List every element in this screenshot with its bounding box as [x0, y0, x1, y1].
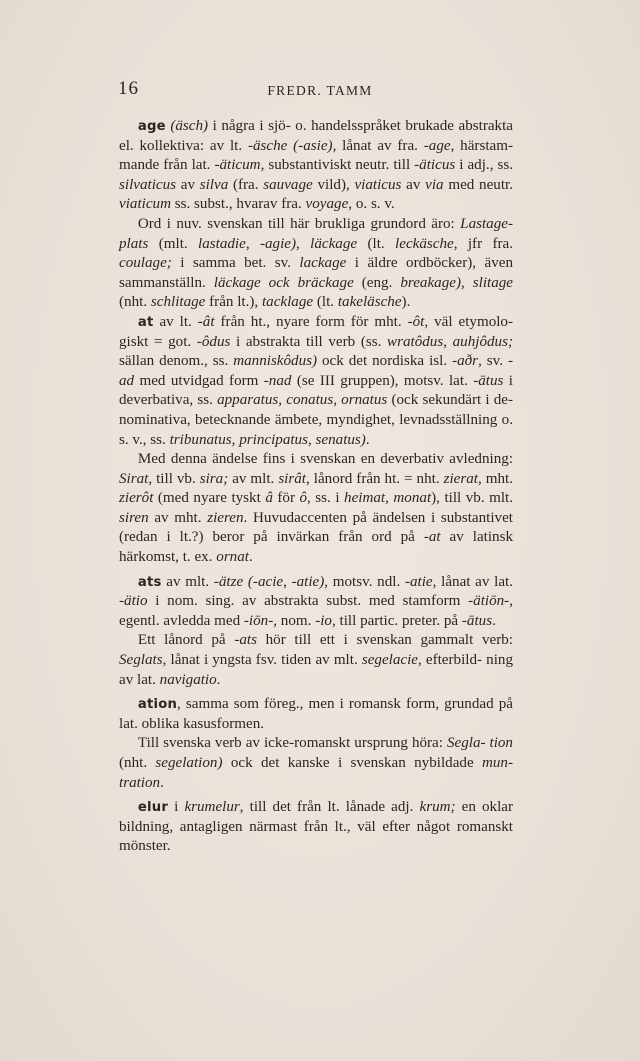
headword: age — [137, 119, 166, 134]
running-title: FREDR. TAMM — [267, 83, 373, 98]
text-run: , till vb. — [148, 470, 200, 487]
text-run: , väl etymolo- giskt = got. — [119, 313, 514, 350]
italic-form: -ätze (-acie, -atie) — [213, 573, 325, 590]
text-run: (ock sekundärt i de- nominativa, betecknande ämbete, myndighet, levnadsställning o. s. v., ss. — [119, 392, 513, 448]
text-run: , mht. — [477, 470, 513, 487]
text-run: . — [492, 612, 496, 629]
page-number: 16 — [118, 78, 139, 99]
italic-form: coulage; — [119, 255, 172, 272]
text-run: i samma bet. sv. — [171, 255, 300, 272]
italic-form: -age — [423, 137, 451, 154]
italic-form: -io — [315, 612, 332, 629]
italic-form: segelacie — [361, 652, 418, 669]
italic-form: sirât — [278, 470, 306, 487]
italic-form: silvaticus — [119, 176, 177, 193]
italic-form: apparatus, conatus, ornatus — [217, 392, 388, 409]
text-run: Ett lånord på — [137, 632, 235, 649]
text-run: , samma som föreg., men i romansk form, grundad på lat. oblika kasusformen. — [119, 696, 513, 732]
paragraph — [119, 573, 513, 632]
text-run: (nht. — [119, 755, 156, 771]
italic-form: -aðr — [452, 353, 479, 370]
text-run: (lt. — [313, 294, 338, 311]
text-run: av mlt. — [228, 470, 279, 487]
italic-form: -ātus — [473, 372, 504, 389]
text-run: ock det nordiska isl. — [317, 353, 453, 370]
text-run: , egentl. avledda med — [119, 593, 513, 629]
italic-form: wratôdus, auhjôdus; — [387, 333, 513, 350]
text-run: från ht., nyare form för mht. — [214, 313, 408, 330]
text-run: av lt. — [153, 313, 198, 330]
paragraph — [119, 695, 513, 734]
headword: ats — [137, 574, 162, 590]
headword: ation — [137, 697, 178, 713]
italic-form: slitage — [472, 274, 513, 291]
text-run: . — [160, 774, 164, 791]
italic-form: zierôt — [119, 490, 154, 507]
italic-form: viaticus — [354, 176, 402, 193]
italic-form: lastadie, -agie) — [198, 235, 297, 252]
italic-form: siren — [119, 509, 149, 526]
text-run: (lt. — [357, 235, 396, 252]
italic-form: tribunatus, principatus, senatus) — [169, 431, 366, 448]
text-run: sällan denom., ss. — [119, 353, 234, 370]
text-run: i några i sjö- o. handelsspråket brukade abstrakta el. kollektiva: av lt. — [119, 118, 513, 154]
text-run: , ss. i — [307, 490, 345, 507]
text-run: vild), — [312, 176, 355, 193]
text-run: Med denna ändelse fins i svenskan en deverbativ avledning: — [137, 451, 513, 468]
text-run: ock det kanske i svenskan nybildade — [222, 755, 482, 771]
body-text — [119, 117, 513, 857]
italic-form: -ätio — [119, 593, 148, 610]
paragraph — [119, 734, 513, 793]
text-run: (se III gruppen), motsv. lat. — [291, 372, 474, 389]
text-run: i abstrakta till verb (ss. — [230, 333, 388, 350]
italic-form: -ad — [119, 353, 513, 389]
text-run: , lånord från ht. = nht. — [306, 470, 444, 487]
text-run: (mlt. — [148, 235, 199, 252]
italic-form: Seglats — [119, 652, 163, 669]
italic-form: -ât — [197, 313, 215, 330]
italic-form: -at — [423, 529, 441, 546]
italic-form: -ôt — [407, 313, 425, 330]
italic-form: -ats — [234, 632, 257, 649]
text-run: , substantiviskt neutr. till — [260, 157, 415, 174]
italic-form: -äticum — [214, 157, 261, 174]
italic-form: läckage — [310, 235, 358, 252]
paragraph — [119, 631, 513, 690]
text-run: med neutr. — [443, 176, 514, 193]
text-run: , efterbild- ning av lat. — [119, 652, 513, 688]
text-run: med utvidgad form — [134, 372, 264, 389]
text-run: , motsv. ndl. — [324, 573, 405, 590]
headword: at — [137, 314, 154, 330]
italic-form: sauvage — [263, 176, 313, 193]
italic-form: -atie — [404, 573, 433, 590]
text-run: , härstam- mande från lat. — [119, 137, 513, 174]
italic-form: zierat — [443, 470, 478, 487]
italic-form: heimat, monat — [344, 490, 432, 507]
italic-form: â — [265, 490, 273, 507]
italic-form: -ôdus — [196, 333, 231, 350]
text-run: i äldre ordböcker), även sammanställn. — [119, 255, 513, 291]
text-run: i nom. sing. av abstrakta subst. med stamform — [147, 593, 469, 610]
italic-form: voyage — [305, 196, 349, 213]
italic-form: -äticus — [414, 157, 456, 174]
text-run: , till det från lt. lånade adj. — [239, 799, 420, 816]
italic-form: (äsch) — [170, 118, 209, 134]
text-run: , lånat i yngsta fsv. tiden av mlt. — [162, 652, 362, 669]
text-run: , lånat av lat. — [432, 573, 514, 590]
text-run: av mht. — [148, 509, 208, 526]
text-run: ). — [401, 294, 411, 311]
text-run: , — [296, 235, 311, 252]
text-run: . — [365, 431, 370, 448]
text-run: Till svenska verb av icke-romanskt ursprung höra: — [137, 735, 447, 752]
italic-form: Segla- tion — [446, 735, 513, 752]
text-run: av latinsk härkomst, t. ex. — [119, 529, 514, 566]
italic-form: viaticum — [119, 196, 171, 213]
text-run: ), till vb. mlt. — [431, 490, 513, 507]
italic-form: takeläsche — [337, 294, 402, 311]
italic-form: Lastage- plats — [119, 215, 513, 252]
italic-form: via — [425, 176, 444, 193]
text-run: för — [272, 490, 300, 507]
text-run: . — [248, 549, 253, 566]
italic-form: breakage) — [400, 274, 461, 291]
text-run: ss. subst., hvarav fra. — [170, 196, 306, 213]
italic-form: läckage ock bräckage — [213, 274, 354, 291]
text-run: (fra. — [228, 176, 264, 193]
italic-form: schlitage — [150, 294, 206, 311]
italic-form: manniskôdus) — [233, 353, 318, 370]
italic-form: silva — [199, 176, 229, 193]
text-run: (med nyare tyskt — [153, 490, 266, 507]
paragraph — [119, 798, 513, 857]
text-run: . Huvudaccenten på ändelsen i substantivet (redan i lt.?) beror på invärkan från ord på — [119, 509, 513, 546]
text-run: . — [216, 671, 221, 688]
text-run: i — [168, 799, 185, 816]
paragraph — [119, 450, 513, 568]
text-run: , lånat av fra. — [332, 137, 424, 154]
italic-form: -ātus — [461, 612, 493, 629]
italic-form: -iōn- — [243, 612, 274, 629]
italic-form: krumelur — [184, 799, 240, 816]
text-run: av — [401, 176, 426, 193]
text-run: , nom. — [273, 612, 316, 629]
text-run: i deverbativa, ss. — [119, 372, 513, 409]
paragraph — [119, 313, 513, 450]
italic-form: navigatio — [159, 671, 217, 688]
text-run: , o. s. v. — [348, 196, 395, 213]
text-run: , till partic. preter. på — [331, 612, 462, 629]
paragraph — [119, 215, 513, 313]
italic-form: -äsche (-asie) — [247, 137, 333, 154]
italic-form: ô — [299, 490, 308, 507]
italic-form: tacklage — [261, 294, 314, 311]
italic-form: leckäsche — [395, 235, 454, 252]
italic-form: krum; — [419, 799, 456, 816]
italic-form: mun- tration — [119, 755, 513, 791]
italic-form: Sirat — [119, 470, 149, 487]
text-run: av — [176, 176, 200, 193]
text-run: i adj., ss. — [455, 157, 513, 174]
text-run: av mlt. — [161, 573, 214, 590]
italic-form: ornat — [216, 549, 249, 566]
text-run: hör till ett i svenskan gammalt verb: — [256, 632, 514, 649]
italic-form: lackage — [299, 255, 347, 272]
italic-form: -nad — [263, 372, 292, 389]
text-run: , jfr fra. — [453, 235, 514, 252]
text-run: en oklar bildning, antagligen närmast från lt., väl efter något romanskt mönster. — [119, 799, 513, 855]
text-run: från lt.), — [205, 294, 262, 311]
text-run: Ord i nuv. svenskan till här brukliga grundord äro: — [137, 215, 461, 232]
paragraph — [119, 117, 513, 215]
italic-form: sira; — [199, 470, 229, 487]
italic-form: zieren — [207, 509, 244, 526]
headword: elur — [137, 800, 169, 816]
text-run: , — [460, 274, 473, 291]
italic-form: segelation) — [155, 755, 223, 771]
text-run: (eng. — [353, 274, 401, 291]
text-run: (nht. — [119, 294, 151, 311]
text-run: , sv. — [478, 353, 508, 370]
italic-form: -ätiōn- — [468, 593, 510, 610]
page-header — [118, 78, 522, 102]
